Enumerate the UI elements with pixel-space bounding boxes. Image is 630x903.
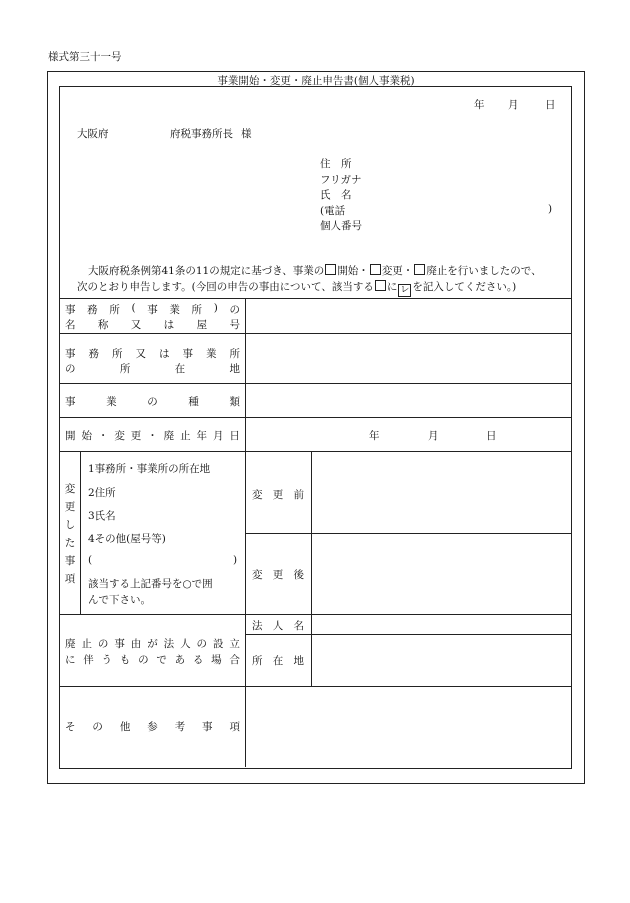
date-row-day: 日: [486, 430, 497, 442]
change-instruction-1: 該当する上記番号を○で囲: [88, 578, 213, 590]
checkbox-example: [375, 280, 386, 291]
check-mark-example: レ: [400, 285, 410, 295]
date-year: 年: [474, 99, 485, 111]
declaration-line-1: 大阪府税条例第41条の11の規定に基づき、事業の 開始・ 変更・ 廃止を行いましたので、: [88, 265, 542, 277]
other-reference-field[interactable]: [246, 687, 570, 767]
change-before-field[interactable]: [312, 452, 570, 533]
changes-heading: 変 更 し た 事 項: [64, 483, 76, 585]
addressee-honorific: 様: [241, 128, 252, 140]
business-type-label: 事 業 の 種 類: [65, 396, 240, 408]
other-reference-label: そ の 他 参 考 事 項: [65, 721, 240, 733]
date-row-month: 月: [428, 430, 439, 442]
addressee-prefecture: 大阪府: [77, 128, 109, 140]
applicant-phone-close: ): [548, 203, 553, 215]
change-instruction-2: んで下さい。: [88, 594, 151, 606]
office-location-label-1: 事 務 所 又 は 事 業 所: [65, 348, 240, 360]
applicant-phone-label: (電話: [320, 205, 346, 217]
office-location-field[interactable]: [246, 334, 570, 383]
corporation-location-label: 所 在 地: [252, 655, 304, 667]
checkbox-change[interactable]: [370, 264, 381, 275]
change-item-2: 2住所: [88, 487, 116, 499]
change-before-label: 変 更 前: [252, 489, 304, 501]
declaration-line-2: 次のとおり申告します。(今回の申告の事由について、該当する に レ を記入してください。): [77, 281, 517, 295]
checkbox-start[interactable]: [325, 264, 336, 275]
change-item-4: 4その他(屋号等): [88, 533, 166, 545]
corporation-name-field[interactable]: [312, 615, 570, 634]
checkbox-stop[interactable]: [414, 264, 425, 275]
change-other-paren-open: (: [88, 554, 93, 566]
change-item-1: 1事務所・事業所の所在地: [88, 463, 211, 475]
date-month: 月: [508, 99, 519, 111]
office-name-label-1: 事 務 所 ( 事 業 所 ) の: [65, 302, 240, 316]
business-type-field[interactable]: [246, 384, 570, 417]
corporation-reason-2: に 伴 う も の で あ る 場 合: [65, 654, 240, 666]
office-name-field[interactable]: [246, 299, 570, 333]
change-other-paren-close: ): [233, 554, 238, 566]
date-row-label: 開 始 ・ 変 更 ・ 廃 止 年 月 日: [65, 430, 240, 442]
date-day: 日: [545, 99, 556, 111]
corporation-reason-1: 廃 止 の 事 由 が 法 人 の 設 立: [65, 638, 240, 650]
addressee-office: 府税事務所長: [170, 128, 233, 140]
office-location-label-2: の 所 在 地: [65, 363, 240, 375]
applicant-address-label: 住 所: [320, 158, 352, 170]
corporation-location-field[interactable]: [312, 635, 570, 686]
change-after-field[interactable]: [312, 534, 570, 614]
applicant-furigana-label: フリガナ: [320, 174, 362, 186]
applicant-name-label: 氏 名: [320, 189, 352, 201]
corporation-name-label: 法 人 名: [252, 620, 304, 632]
applicant-personal-number-label: 個人番号: [320, 220, 362, 232]
change-after-label: 変 更 後: [252, 569, 304, 581]
change-item-3: 3氏名: [88, 510, 116, 522]
form-number: 様式第三十一号: [48, 51, 122, 63]
date-row-year: 年: [369, 430, 380, 442]
office-name-label-2: 名 称 又 は 屋 号: [65, 319, 240, 331]
form-title: 事業開始・変更・廃止申告書(個人事業税): [217, 75, 415, 87]
